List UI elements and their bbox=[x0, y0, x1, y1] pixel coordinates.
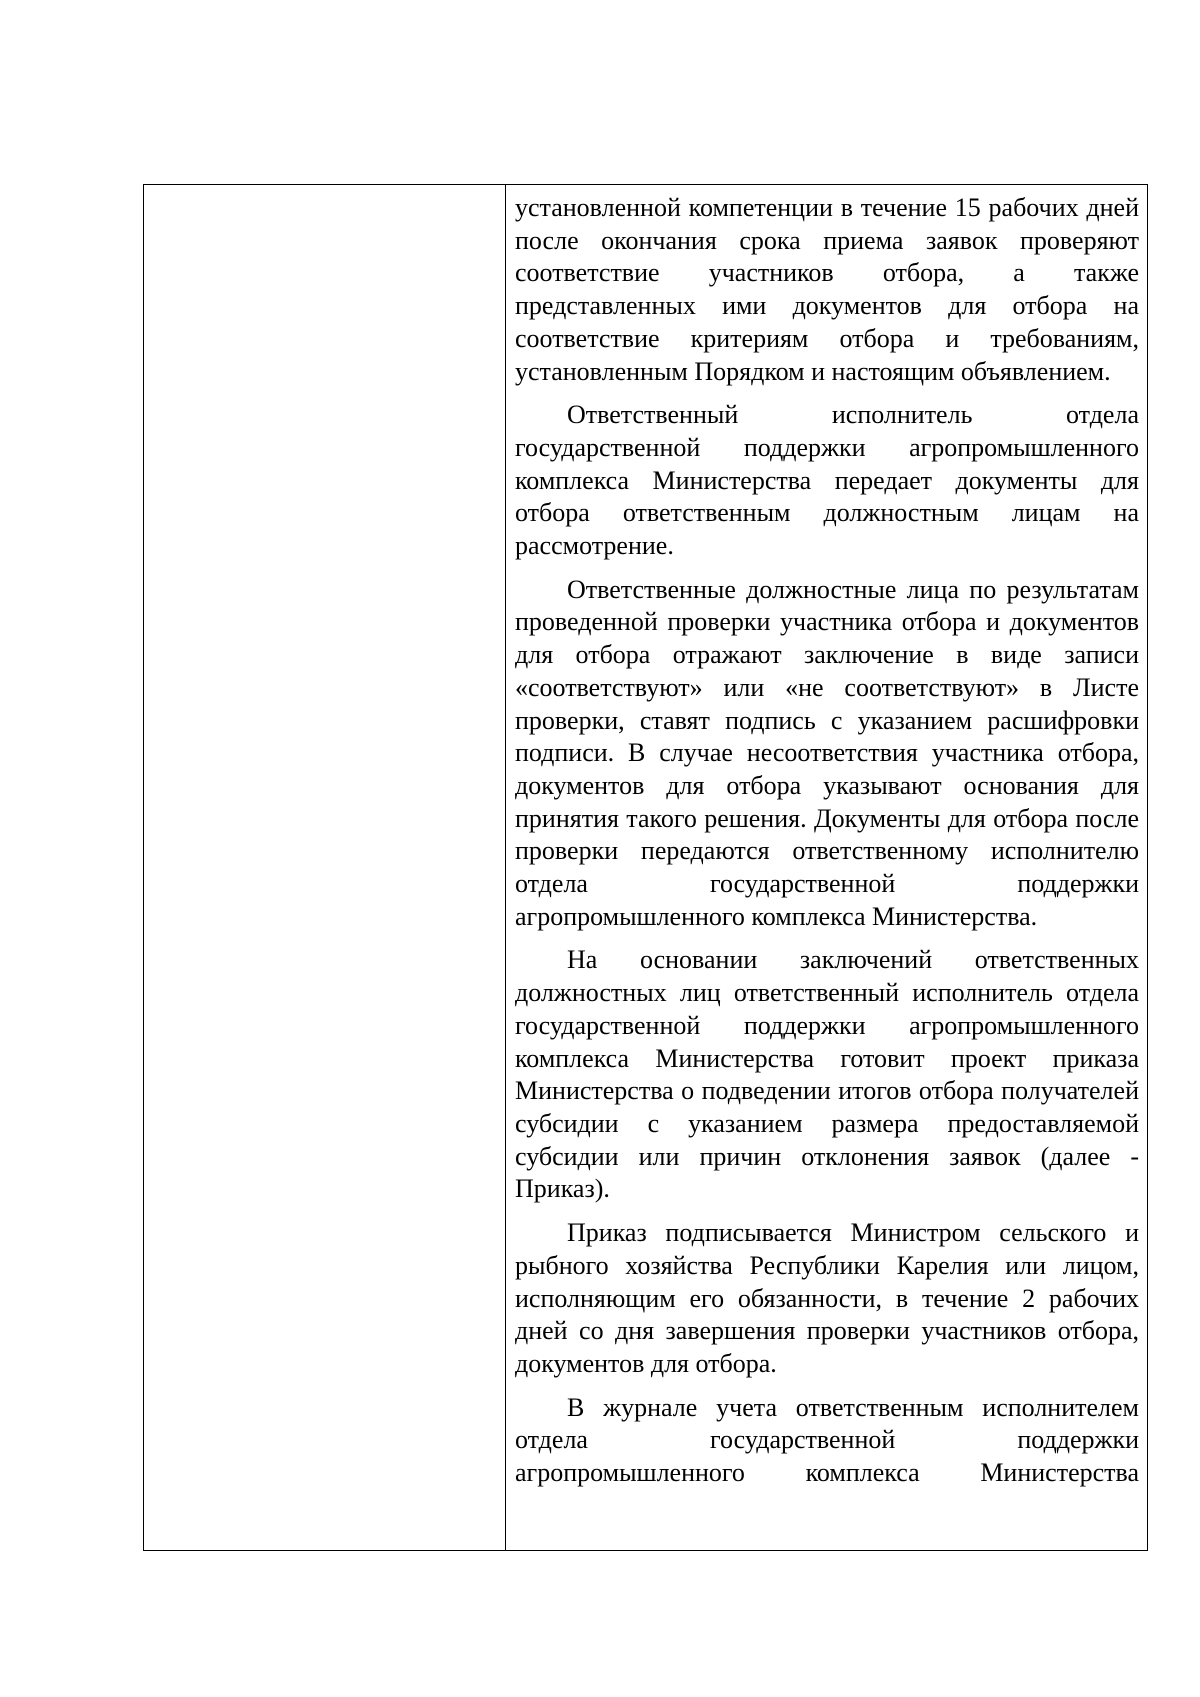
paragraph-responsible-executor: Ответственный исполнитель отдела государственной поддержки агропромышленного комплекса Министерства передает документы для отбора ответственным должностным лицам на рассмотрение. bbox=[515, 400, 1139, 561]
paragraph-officials-review: Ответственные должностные лица по результатам проведенной проверки участника отбора и документов для отбора отражают заключение в виде записи «соответствуют» или «не соответствуют» в Листе проверки, ставят подпись с указанием расшифровки подписи. В случае несоответствия участника отбора, документов для отбора указывают основания для принятия такого решения. Документы для отбора после проверки передаются ответственному исполнителю отдела государственной поддержки агропромышленного комплекса Министерства. bbox=[515, 574, 1139, 931]
table-left-cell bbox=[144, 185, 506, 1550]
paragraph-order-signing: Приказ подписывается Министром сельского и рыбного хозяйства Республики Карелия или лицом, исполняющим его обязанности, в течение 2 рабочих дней со дня завершения проверки участников отбора, документов для отбора. bbox=[515, 1218, 1139, 1378]
content-table bbox=[143, 184, 1148, 1551]
paragraph-continuation: установленной компетенции в течение 15 рабочих дней после окончания срока приема заявок проверяют соответствие участников отбора, а также представленных ими документов для отбора на соответствие критериям отбора и требованиям, установленным Порядком и настоящим объявлением. bbox=[515, 193, 1139, 386]
paragraph-registry-journal: В журнале учета ответственным исполнителем отдела государственной поддержки агропромышленного комплекса Министерства bbox=[515, 1392, 1139, 1488]
paragraph-draft-order: На основании заключений ответственных должностных лиц ответственный исполнитель отдела государственной поддержки агропромышленного комплекса Министерства готовит проект приказа Министерства о подведении итогов отбора получателей субсидии с указанием размера предоставляемой субсидии или причин отклонения заявок (далее - Приказ). bbox=[515, 945, 1139, 1204]
table-right-cell bbox=[506, 185, 1147, 1550]
